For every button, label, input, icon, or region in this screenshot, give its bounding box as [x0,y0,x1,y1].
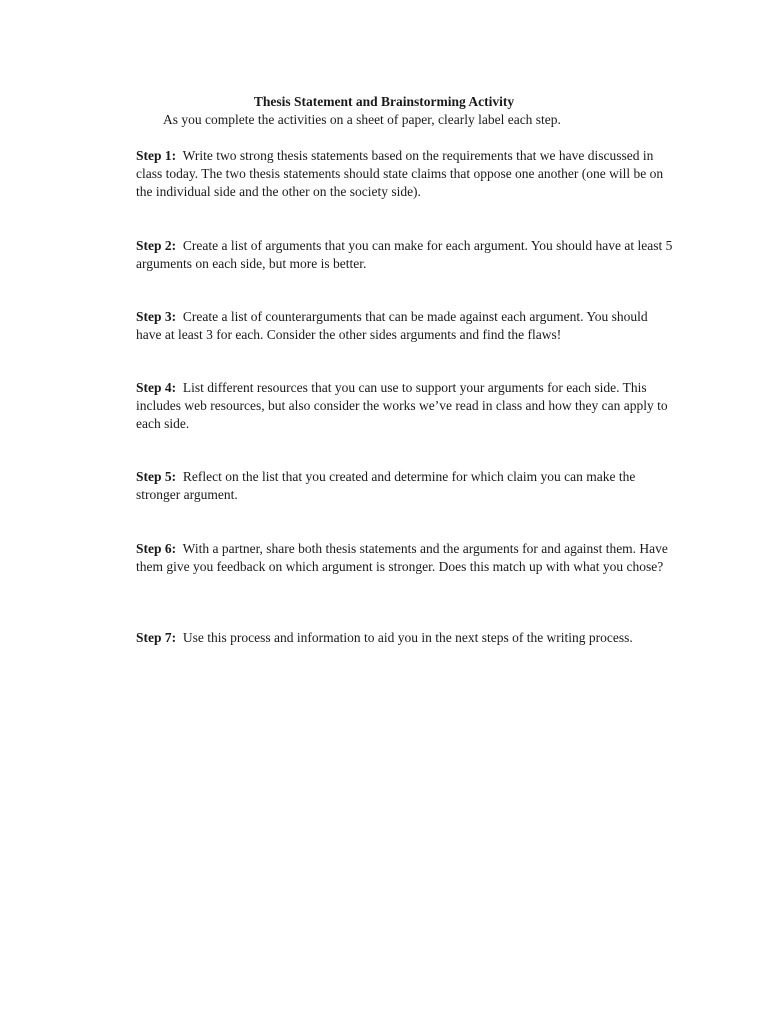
step-6-label: Step 6: [136,541,177,556]
document-title: Thesis Statement and Brainstorming Activity [253,94,515,109]
step-7-label: Step 7: [136,630,177,645]
step-2-label: Step 2: [136,238,177,253]
step-2 [136,237,676,273]
step-1-text: Write two strong thesis statements based on the requirements that we have discussed in class today. The two thesis statements should state claims that oppose one another (one will be on the individual side and the other on the society side). [136,148,664,199]
step-4-label: Step 4: [136,380,177,395]
step-4-text: List different resources that you can use to support your arguments for each side. This includes web resources, but also consider the works we’ve read in class and how they can apply to each side. [136,380,668,431]
step-6-text: With a partner, share both thesis statements and the arguments for and against them. Have them give you feedback on which argument is stronger. Does this match up with what you chose? [136,541,668,574]
step-2-text: Create a list of arguments that you can make for each argument. You should have at least 5 arguments on each side, but more is better. [136,238,673,271]
step-3-text: Create a list of counterarguments that can be made against each argument. You should have at least 3 for each. Consider the other sides arguments and find the flaws! [136,309,648,342]
step-7 [136,629,676,647]
step-7-text: Use this process and information to aid you in the next steps of the writing process. [182,630,633,645]
step-3 [136,308,676,344]
step-1 [136,147,676,201]
instructions-text: As you complete the activities on a sheet of paper, clearly label each step. [163,112,561,127]
step-6 [136,540,676,576]
step-5 [136,468,676,504]
step-4 [136,379,676,433]
step-5-label: Step 5: [136,469,177,484]
step-5-text: Reflect on the list that you created and determine for which claim you can make the stronger argument. [136,469,636,502]
step-3-label: Step 3: [136,309,177,324]
step-1-label: Step 1: [136,148,177,163]
